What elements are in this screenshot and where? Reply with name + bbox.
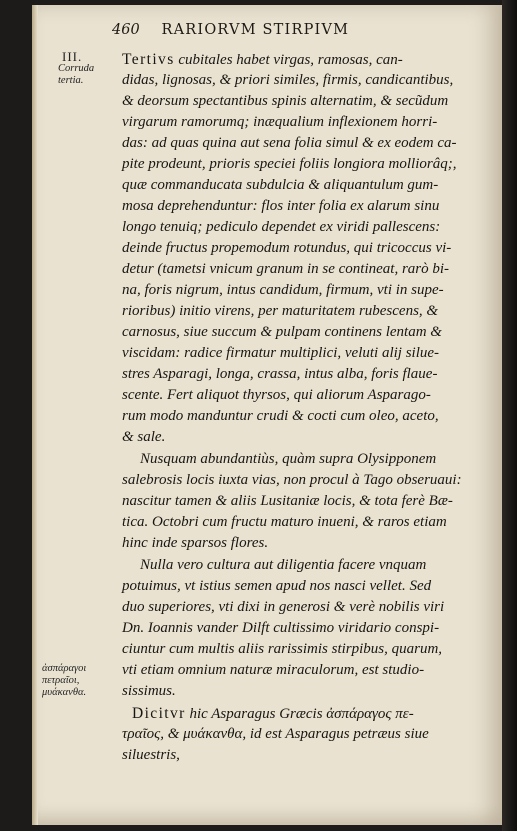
text-line [122, 535, 268, 552]
line-text: Dn. Ioannis vander Dilft cultissimo viridario conspi- [122, 620, 440, 636]
line-text: sissimus. [122, 683, 176, 699]
text-line [122, 135, 457, 152]
line-text: longo tenuiq; pediculo dependet ex viridi pallescens: [122, 219, 441, 235]
line-text: ciuntur cum multis aliis rarissimis stirpibus, quarum, [122, 641, 443, 657]
text-line [122, 177, 438, 194]
line-text: carnosus, siue succum & pulpam continens lentam & [122, 324, 442, 340]
margin-note-label: μυάκανθα. [42, 687, 87, 698]
text-line [122, 93, 448, 110]
line-text: scente. Fert aliquot thyrsos, qui aliorum Asparago- [122, 387, 431, 403]
margin-note-label: tertia. [58, 75, 84, 86]
line-text: na, foris nigrum, intus candidum, firmum, vti in supe- [122, 282, 444, 298]
line-text: siluestris, [122, 747, 180, 763]
line-text: das: ad quas quina aut sena folia simul & ex eodem ca- [122, 135, 457, 151]
text-line [122, 345, 439, 362]
line-text: mosa deprehenduntur: flos inter folia ex alarum sinu [122, 198, 440, 214]
line-text: Nusquam abundantiùs, quàm supra Olysipponem [140, 451, 437, 467]
text-line [122, 472, 462, 489]
text-line [122, 662, 424, 679]
line-text: Nulla vero cultura aut diligentia facere vnquam [140, 557, 427, 573]
margin-note-label: ἀσπάραγοι [42, 663, 87, 674]
line-text: & sale. [122, 429, 166, 445]
text-line [122, 599, 444, 616]
text-line [122, 366, 437, 383]
text-line [122, 493, 453, 510]
line-text: vti etiam omnium naturæ miraculorum, est studio- [122, 662, 425, 678]
line-text: cubitales habet virgas, ramosas, can- [174, 52, 403, 68]
line-text: didas, lignosas, & priori similes, firmis, candicantibus, [122, 72, 454, 88]
text-line [122, 641, 442, 658]
line-text: duo superiores, vti dixi in generosi & verè nobilis viri [122, 599, 445, 615]
text-line [122, 514, 447, 531]
text-line [122, 261, 449, 278]
line-text: pite prodeunt, prioris speciei foliis longiora molliorâq;, [122, 156, 457, 172]
running-title: RARIORVM STIRPIVM [161, 22, 350, 38]
text-line [122, 282, 444, 299]
line-text: hic Asparagus Græcis ἀσπάραγος πε- [185, 706, 414, 722]
text-line [122, 156, 456, 173]
text-line [122, 240, 451, 257]
line-text: τραῖος, & μυάκανθα, id est Asparagus petræus siue [122, 726, 429, 742]
text-line [132, 705, 414, 723]
line-text: quæ commanducata subdulcia & aliquantulum gum- [122, 177, 439, 193]
text-line [122, 324, 442, 341]
line-text: & deorsum spectantibus spinis alternatim, & secũdum [122, 93, 449, 109]
running-head [112, 22, 482, 38]
text-line [122, 387, 431, 404]
margin-note-label: πετραῖοι, [42, 675, 80, 686]
text-line [122, 72, 453, 89]
text-line [140, 451, 436, 468]
initial-smallcaps: Tertivs [122, 51, 175, 68]
text-line [122, 198, 439, 215]
text-line [122, 578, 431, 595]
line-text: virgarum ramorumq; inæqualium inflexionem horri- [122, 114, 438, 130]
text-line [122, 747, 180, 764]
text-line [140, 557, 426, 574]
line-text: rum modo manduntur crudi & cocti cum oleo, aceto, [122, 408, 439, 424]
chapter-number: III. [62, 49, 83, 64]
text-line [122, 726, 429, 743]
text-line [122, 114, 437, 131]
line-text: viscidam: radice firmatur multiplici, veluti alij silue- [122, 345, 440, 361]
text-line [122, 683, 176, 700]
margin-note-label: Corruda [58, 63, 95, 74]
text-line [122, 303, 438, 320]
page-gutter-shadow [32, 5, 38, 825]
line-text: potuimus, vt istius semen apud nos nasci vellet. Sed [122, 578, 432, 594]
text-line [122, 51, 403, 69]
line-text: deinde fructus propemodum rotundus, qui tricoccus vi- [122, 240, 452, 256]
line-text: detur (tametsi vnicum granum in se contineat, rarò bi- [122, 261, 450, 277]
text-line [122, 429, 165, 446]
line-text: nascitur tamen & aliis Lusitaniæ locis, & tota ferè Bæ- [122, 493, 453, 509]
initial-smallcaps: Dicitvr [132, 705, 186, 722]
page-edge [502, 0, 517, 831]
text-line [122, 219, 440, 236]
text-line [122, 620, 439, 637]
line-text: tica. Octobri cum fructu maturo inueni, & raros etiam [122, 514, 447, 530]
line-text: hinc inde sparsos flores. [122, 535, 269, 551]
line-text: salebrosis locis iuxta vias, non procul à Tago obseruaui: [122, 472, 462, 488]
line-text: rioribus) initio virens, per maturitatem rubescens, & [122, 303, 439, 319]
margin-note-chapter [58, 49, 95, 87]
margin-note-greek [42, 663, 86, 699]
page-number: 460 [112, 22, 140, 38]
line-text: stres Asparagi, longa, crassa, intus alba, foris flaue- [122, 366, 438, 382]
text-line [122, 408, 439, 425]
